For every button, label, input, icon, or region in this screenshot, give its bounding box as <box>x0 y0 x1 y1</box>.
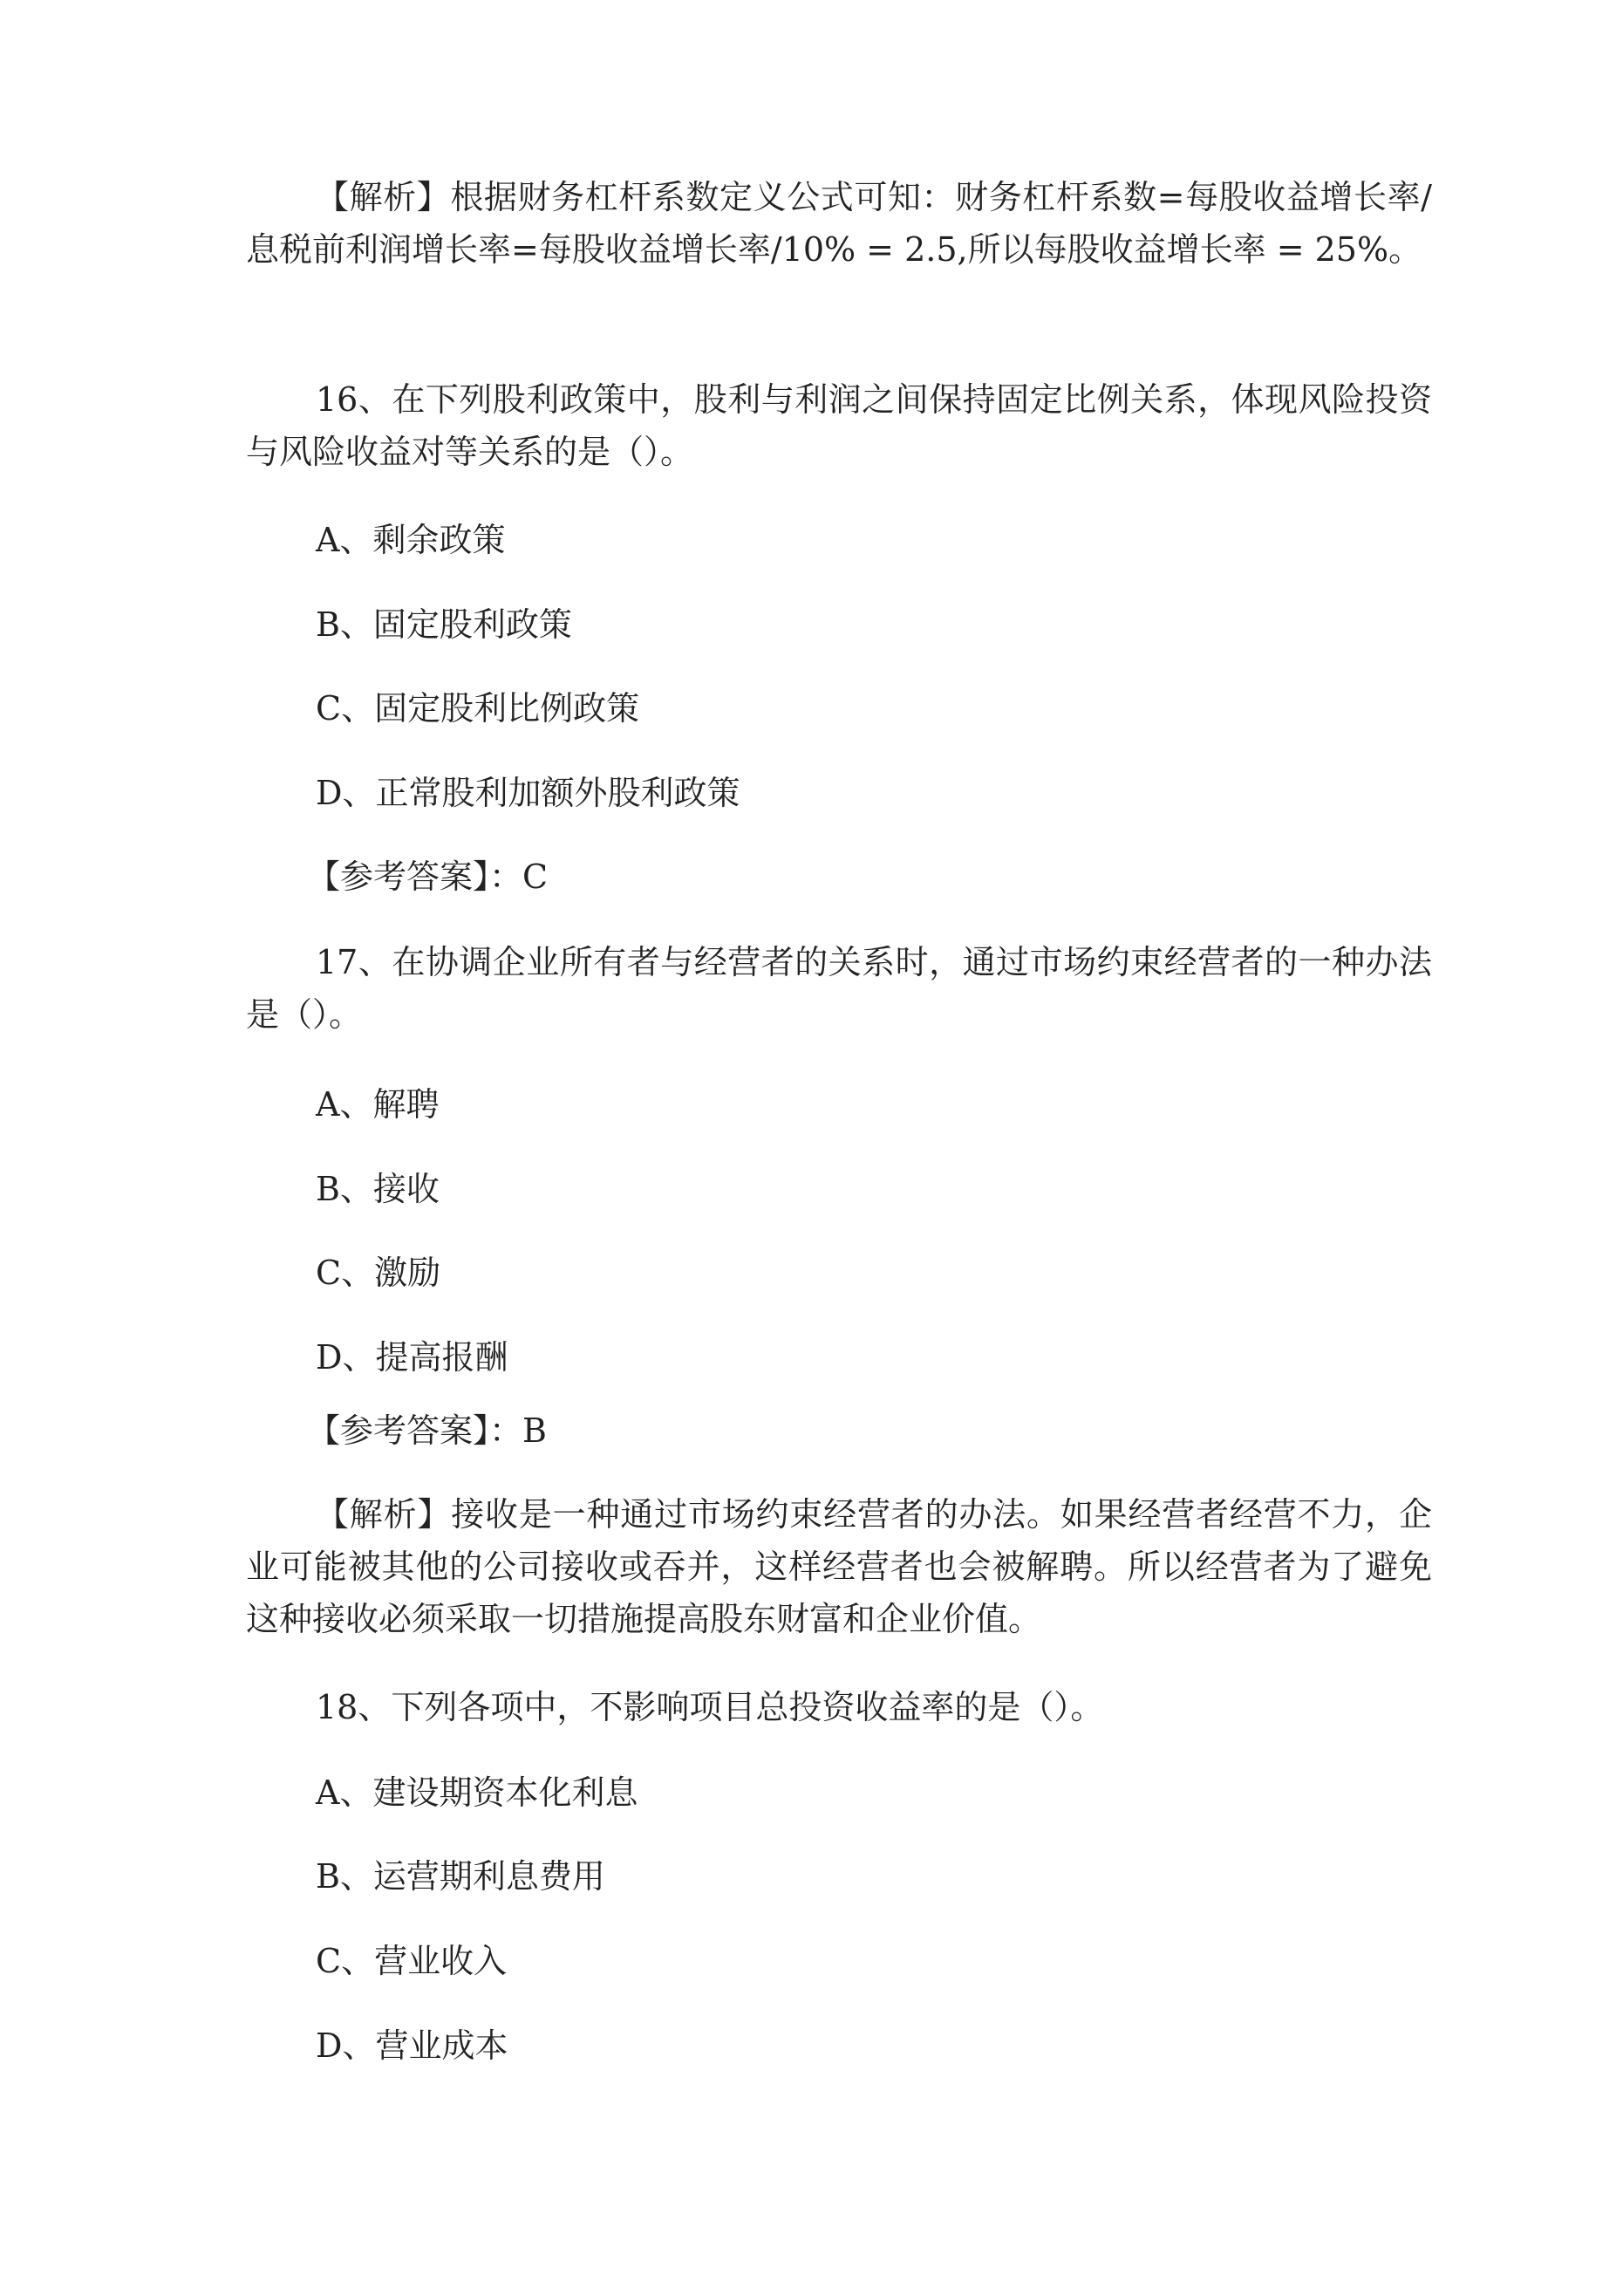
q17-option-d: D、提高报酬 <box>316 1338 508 1377</box>
q16-option-c: C、固定股利比例政策 <box>316 689 640 728</box>
q17-analysis: 【解析】接收是一种通过市场约束经营者的办法。如果经营者经营不力，企业可能被其他的公司接收或吞并，这样经营者也会被解聘。所以经营者为了避免这种接收必须采取一切措施提高股东财富和企业价值。 <box>246 1495 1432 1638</box>
q15-analysis: 【解析】根据财务杠杆系数定义公式可知：财务杠杆系数=每股收益增长率/息税前利润增长率=每股收益增长率/10% = 2.5,所以每股收益增长率 = 25%。 <box>246 178 1432 269</box>
q16-option-a: A、剩余政策 <box>316 521 506 559</box>
q16-option-d: D、正常股利加额外股利政策 <box>316 774 740 812</box>
q18-option-a: A、建设期资本化利息 <box>316 1773 638 1812</box>
q17-option-a: A、解聘 <box>316 1085 440 1124</box>
q17-question: 17、在协调企业所有者与经营者的关系时，通过市场约束经营者的一种办法是（）。 <box>246 943 1432 1034</box>
q16-answer: 【参考答案】：C <box>307 858 549 896</box>
q17-option-c: C、激励 <box>316 1254 441 1292</box>
q16-question: 16、在下列股利政策中，股利与利润之间保持固定比例关系，体现风险投资与风险收益对等关系的是（）。 <box>246 380 1432 471</box>
q18-question: 18、下列各项中，不影响项目总投资收益率的是（）。 <box>316 1688 1104 1726</box>
q18-option-d: D、营业成本 <box>316 2026 508 2065</box>
q18-option-c: C、营业收入 <box>316 1942 508 1980</box>
q17-option-b: B、接收 <box>316 1170 440 1208</box>
q16-option-b: B、固定股利政策 <box>316 605 572 644</box>
q18-option-b: B、运营期利息费用 <box>316 1857 605 1896</box>
q17-answer: 【参考答案】：B <box>307 1411 547 1450</box>
